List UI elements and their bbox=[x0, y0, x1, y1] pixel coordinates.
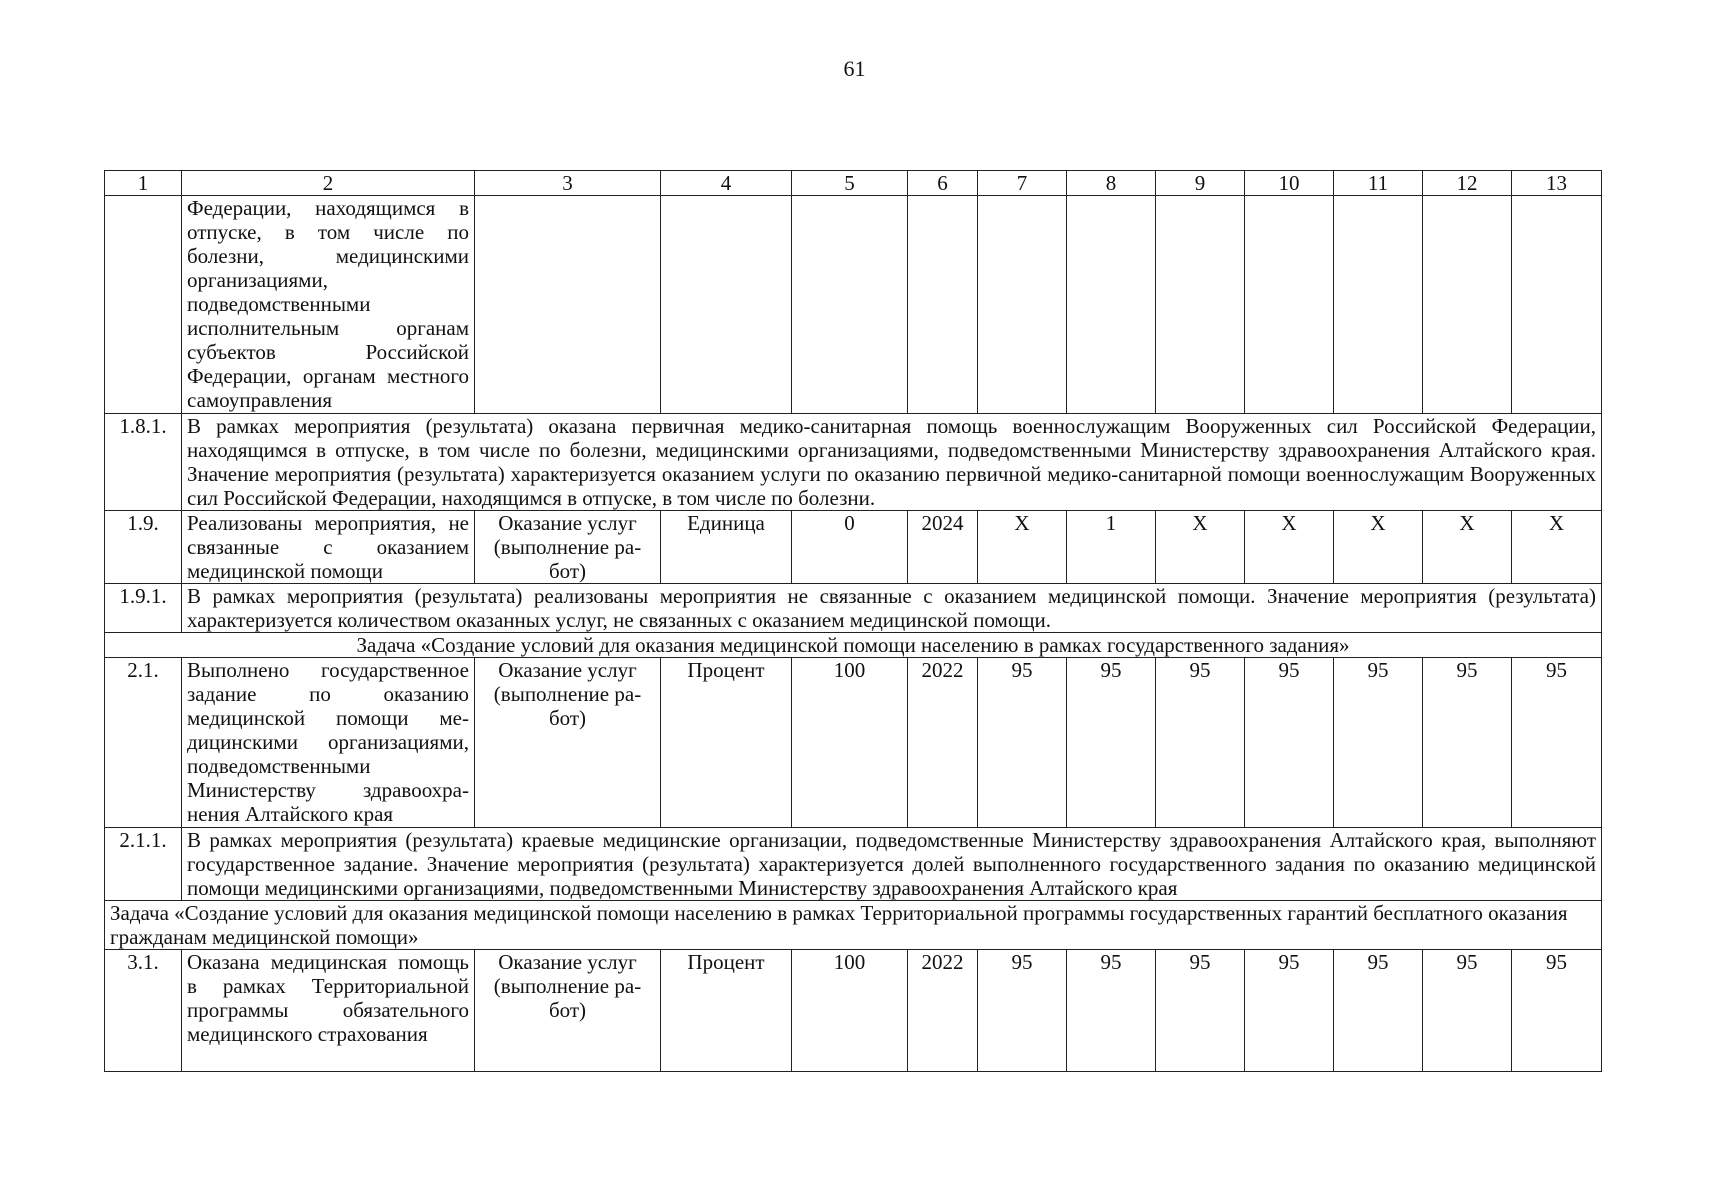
base-value-cell: 0 bbox=[792, 511, 908, 584]
value-cell: 95 bbox=[1156, 658, 1245, 828]
indicator-name: Оказана медицинская помощь в рамках Территориальной программы обязательного медицинского страхования bbox=[182, 950, 475, 1072]
unit-cell: Единица bbox=[661, 511, 792, 584]
task-row bbox=[105, 901, 1602, 950]
page-number: 61 bbox=[843, 56, 866, 81]
value-cell: 95 bbox=[1512, 658, 1602, 828]
value-cell: X bbox=[1156, 511, 1245, 584]
column-number-row bbox=[105, 171, 1602, 196]
indicator-name: Реализованы мероприятия, не связанные с оказанием медицинской помощи bbox=[182, 511, 475, 584]
row-description: В рамках мероприятия (результата) краевые медицинские организации, подведомственные Министерству здравоохранения Алтайского края, выполняют государственное задание. Значение мероприятия (результата) характеризуется долей выполненного государственного задания по оказанию медицинской помощи медицинскими организациями, подведомственными Министерству здравоохранения Алтайского края bbox=[182, 828, 1602, 901]
row-number: 3.1. bbox=[105, 950, 182, 1072]
table-row bbox=[105, 950, 1602, 1072]
value-cell: 95 bbox=[1334, 950, 1423, 1072]
column-number: 8 bbox=[1067, 171, 1156, 196]
value-cell: 95 bbox=[1334, 658, 1423, 828]
value-cell: 95 bbox=[1067, 658, 1156, 828]
value-cell: 95 bbox=[978, 658, 1067, 828]
unit-cell: Процент bbox=[661, 950, 792, 1072]
base-value-cell: 100 bbox=[792, 950, 908, 1072]
task-heading: Задача «Создание условий для оказания медицинской помощи населению в рамках государственного задания» bbox=[105, 633, 1602, 658]
value-cell: 95 bbox=[1156, 950, 1245, 1072]
column-number: 13 bbox=[1512, 171, 1602, 196]
column-number: 12 bbox=[1423, 171, 1512, 196]
table-row bbox=[105, 414, 1602, 511]
value-cell: X bbox=[978, 511, 1067, 584]
column-number: 3 bbox=[475, 171, 661, 196]
table-row bbox=[105, 828, 1602, 901]
value-cell: X bbox=[1423, 511, 1512, 584]
column-number: 7 bbox=[978, 171, 1067, 196]
column-number: 11 bbox=[1334, 171, 1423, 196]
table-row bbox=[105, 658, 1602, 828]
table-row bbox=[105, 511, 1602, 584]
value-cell: 95 bbox=[1245, 658, 1334, 828]
value-cell: 95 bbox=[1512, 950, 1602, 1072]
column-number: 10 bbox=[1245, 171, 1334, 196]
row-description: В рамках мероприятия (результата) реализованы мероприятия не связанные с оказанием медицинской помощи. Значение мероприятия (результата) характеризуется количеством оказанных услуг, не связанных с оказанием медицинской помощи. bbox=[182, 584, 1602, 633]
task-heading: Задача «Создание условий для оказания медицинской помощи населению в рамках Территориальной программы государственных гарантий бесплатного оказания гражданам медицинской помощи» bbox=[105, 901, 1602, 950]
column-number: 6 bbox=[908, 171, 978, 196]
value-cell: 95 bbox=[1067, 950, 1156, 1072]
row-description: В рамках мероприятия (результата) оказана первичная медико-санитарная помощь военнослужащим Вооруженных сил Российской Федерации, находящимся в отпуске, в том числе по болезни, медицинскими организациями, подведомственными Министерству здравоохранения Алтайского края. Значение мероприятия (результата) характеризуется оказанием услуги по оказанию первичной медико-санитарной помощи военнослужащим Вооруженных сил Российской Федерации, находящимся в отпуске, в том числе по болезни. bbox=[182, 414, 1602, 511]
indicator-type: Оказание услуг (выполнение работ) bbox=[475, 511, 661, 584]
task-row bbox=[105, 633, 1602, 658]
value-cell: 95 bbox=[978, 950, 1067, 1072]
row-number: 1.8.1. bbox=[105, 414, 182, 511]
column-number: 5 bbox=[792, 171, 908, 196]
value-cell: 1 bbox=[1067, 511, 1156, 584]
indicator-type: Оказание услуг (выполнение работ) bbox=[475, 658, 661, 828]
value-cell: 95 bbox=[1423, 950, 1512, 1072]
indicator-type: Оказание услуг (выполнение работ) bbox=[475, 950, 661, 1072]
value-cell: X bbox=[1512, 511, 1602, 584]
indicator-name: Федерации, находящимся в отпуске, в том числе по болезни, медицинскими организациями, подведомственными исполнительным органам субъектов Российской Федерации, органам местного самоуправления bbox=[182, 196, 475, 414]
value-cell: X bbox=[1245, 511, 1334, 584]
indicators-table bbox=[104, 170, 1602, 1072]
column-number: 1 bbox=[105, 171, 182, 196]
row-number: 1.9.1. bbox=[105, 584, 182, 633]
base-year-cell: 2022 bbox=[908, 658, 978, 828]
table-row bbox=[105, 196, 1602, 414]
column-number: 4 bbox=[661, 171, 792, 196]
table-row bbox=[105, 584, 1602, 633]
column-number: 9 bbox=[1156, 171, 1245, 196]
indicator-name: Выполнено государственное задание по оказанию медицинской помощи медицинскими организациями, подведомственными Министерству здравоохранения Алтайского края bbox=[182, 658, 475, 828]
row-number: 1.9. bbox=[105, 511, 182, 584]
column-number: 2 bbox=[182, 171, 475, 196]
row-number: 2.1.1. bbox=[105, 828, 182, 901]
value-cell: 95 bbox=[1423, 658, 1512, 828]
base-value-cell: 100 bbox=[792, 658, 908, 828]
row-number: 2.1. bbox=[105, 658, 182, 828]
value-cell: X bbox=[1334, 511, 1423, 584]
row-number bbox=[105, 196, 182, 414]
base-year-cell: 2022 bbox=[908, 950, 978, 1072]
base-year-cell: 2024 bbox=[908, 511, 978, 584]
unit-cell: Процент bbox=[661, 658, 792, 828]
value-cell: 95 bbox=[1245, 950, 1334, 1072]
